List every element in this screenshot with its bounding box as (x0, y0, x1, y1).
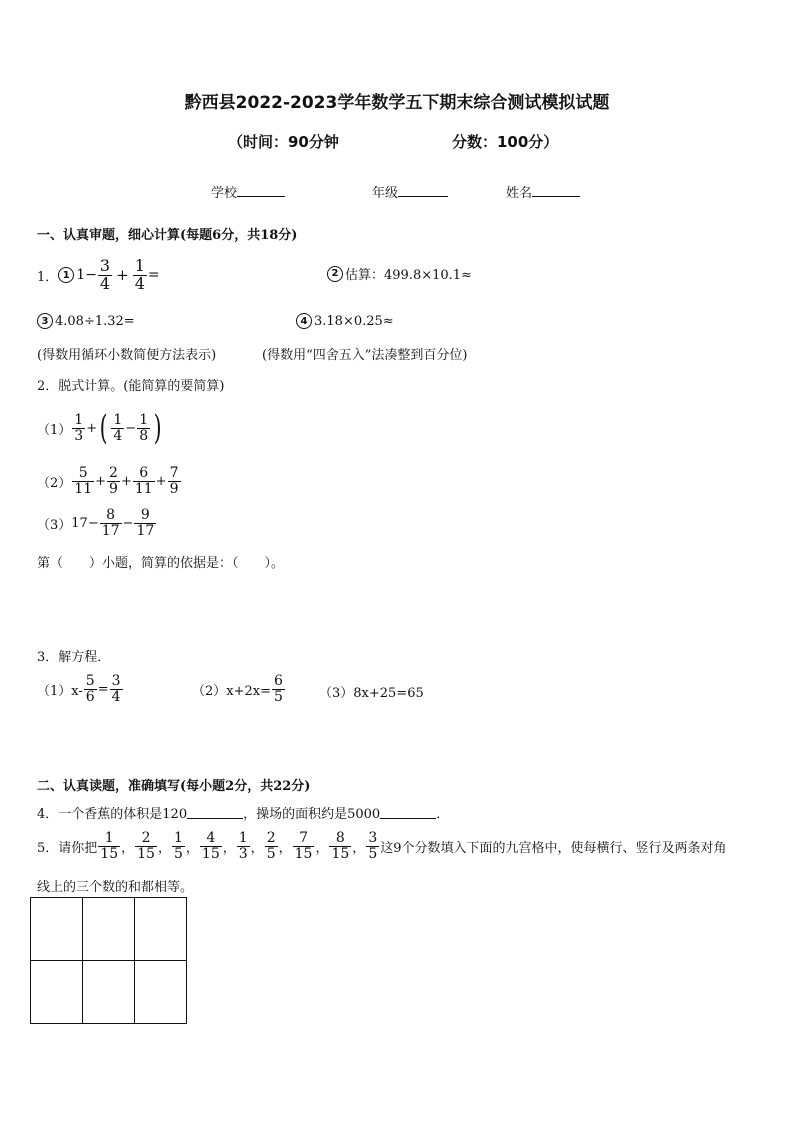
q1-item1-lead: 1− (76, 267, 97, 283)
grid-cell[interactable] (31, 961, 83, 1024)
page-title: 黔西县2022-2023学年数学五下期末综合测试模拟试题 (184, 93, 610, 113)
q2-label-2: （2） (37, 475, 72, 491)
fraction: $\frac{1}{15}$ (100, 829, 119, 862)
q5-tail: 这9个分数填入下面的九宫格中，使每横行、竖行及两条对角 (380, 840, 727, 856)
operator: + (120, 473, 132, 489)
left-paren: ( (99, 408, 108, 448)
q5-line-2: 线上的三个数的和都相等。 (37, 880, 194, 895)
section2-heading: 二、认真读题，准确填写(每小题2分，共22分) (37, 779, 311, 794)
circled-number-2: 2 (327, 266, 343, 282)
grade-label: 年级 (372, 186, 399, 201)
school-label: 学校 (211, 186, 238, 201)
q5-lead: 5．请你把 (37, 840, 98, 856)
circled-number-1: 1 (58, 267, 74, 283)
circled-number-3: 3 (37, 313, 53, 329)
q4-blank-1[interactable] (187, 806, 243, 819)
equals: = (147, 267, 160, 283)
fraction: $\frac{9}{17}$ (136, 506, 155, 539)
nine-grid (30, 897, 187, 1024)
q4-text-a: 4．一个香蕉的体积是120 (37, 807, 188, 822)
fraction: $\frac{1}{4}$ (134, 255, 145, 293)
fraction: $\frac{8}{15}$ (331, 829, 350, 862)
fraction: $\frac{4}{15}$ (201, 829, 220, 862)
separator: ， (121, 840, 135, 856)
q1-note-2: (得数用“四舍五入”法凑整到百分位) (262, 348, 468, 363)
grid-cell[interactable] (31, 898, 83, 961)
q1-item3 (37, 313, 135, 329)
q3-eq-1 (37, 669, 124, 709)
q1-item2-text: 估算：499.8×10.1≈ (345, 268, 472, 283)
separator: ， (352, 840, 366, 856)
section1-heading: 一、认真审题，细心计算(每题6分，共18分) (37, 228, 298, 243)
operator: + (116, 266, 129, 284)
q2-expr-2 (37, 461, 182, 501)
q4 (37, 803, 449, 822)
fraction: $\frac{7}{15}$ (294, 829, 313, 862)
fraction: $\frac{2}{5}$ (266, 829, 276, 862)
fraction: $\frac{1}{3}$ (74, 411, 84, 444)
separator: ， (315, 840, 329, 856)
fraction: $\frac{3}{4}$ (111, 672, 121, 705)
q1-note-1: (得数用循环小数简便方法表示) (37, 348, 217, 363)
fraction: $\frac{2}{9}$ (109, 464, 118, 497)
operator: + (155, 473, 167, 489)
equals: = (97, 681, 109, 697)
fraction: $\frac{1}{3}$ (238, 829, 248, 862)
fraction: $\frac{2}{15}$ (137, 829, 155, 862)
q1-item4-text: 3.18×0.25≈ (314, 313, 394, 329)
q4-text-b: ，操场的面积约是5000 (243, 807, 381, 822)
q2-label-1: （1） (37, 422, 72, 438)
fraction: $\frac{1}{4}$ (113, 411, 123, 444)
operator: + (86, 420, 98, 436)
q2-label-3: （3） (37, 517, 72, 533)
q2-expr-3-lead: 17− (71, 515, 99, 531)
school-blank[interactable] (237, 184, 285, 197)
separator: ， (278, 840, 292, 856)
fraction: $\frac{7}{9}$ (169, 464, 179, 497)
fraction: $\frac{5}{6}$ (85, 672, 95, 705)
grid-cell[interactable] (135, 898, 187, 961)
name-label: 姓名 (506, 186, 533, 201)
q1-item3-text: 4.08÷1.32= (55, 313, 135, 329)
q1-item2 (327, 264, 472, 283)
circled-number-4: 4 (296, 313, 312, 329)
school-field[interactable] (211, 182, 285, 201)
q3-label-1: （1）x- (37, 683, 83, 699)
grid-cell[interactable] (83, 898, 135, 961)
q5-line-1 (37, 825, 727, 867)
exam-score: 分数：100分） (452, 133, 559, 151)
name-field[interactable] (506, 182, 580, 201)
q3-label-2: （2）x+2x= (192, 683, 271, 699)
q5-fraction-list (97, 831, 380, 861)
q1-item1 (37, 255, 160, 295)
grade-blank[interactable] (398, 184, 448, 197)
q3-eq-2 (192, 669, 286, 709)
separator: ， (185, 840, 199, 856)
fraction: $\frac{1}{8}$ (139, 411, 149, 444)
q2-basis: 第（ ）小题，简算的依据是：（ ）。 (37, 556, 285, 571)
q1-number: 1． (37, 269, 59, 285)
fraction: $\frac{8}{17}$ (101, 506, 120, 539)
name-blank[interactable] (532, 184, 580, 197)
fraction: $\frac{3}{5}$ (368, 829, 378, 862)
separator: ， (250, 840, 264, 856)
operator: + (95, 473, 107, 489)
q4-text-c: ． (436, 807, 450, 822)
fraction: $\frac{6}{5}$ (274, 672, 283, 705)
exam-time: （时间：90分钟 (228, 133, 339, 151)
separator: ， (222, 840, 236, 856)
q2-expr-1 (37, 406, 164, 450)
fraction: $\frac{1}{5}$ (173, 829, 183, 862)
q2-title: 2．脱式计算。(能简算的要简算) (37, 379, 225, 394)
grid-cell[interactable] (83, 961, 135, 1024)
grade-field[interactable] (372, 182, 448, 201)
operator: − (125, 420, 137, 436)
operator: − (122, 515, 134, 531)
q2-expr-3 (37, 503, 157, 543)
q3-title: 3．解方程． (37, 650, 111, 665)
fraction: $\frac{5}{11}$ (74, 464, 93, 497)
q1-item4 (296, 313, 394, 329)
fraction: $\frac{3}{4}$ (99, 255, 111, 293)
separator: ， (157, 840, 171, 856)
right-paren: ) (153, 408, 162, 448)
q4-blank-2[interactable] (380, 806, 436, 819)
q3-eq-3: （3）8x+25=65 (319, 686, 424, 701)
fraction: $\frac{6}{11}$ (134, 464, 153, 497)
grid-cell[interactable] (135, 961, 187, 1024)
